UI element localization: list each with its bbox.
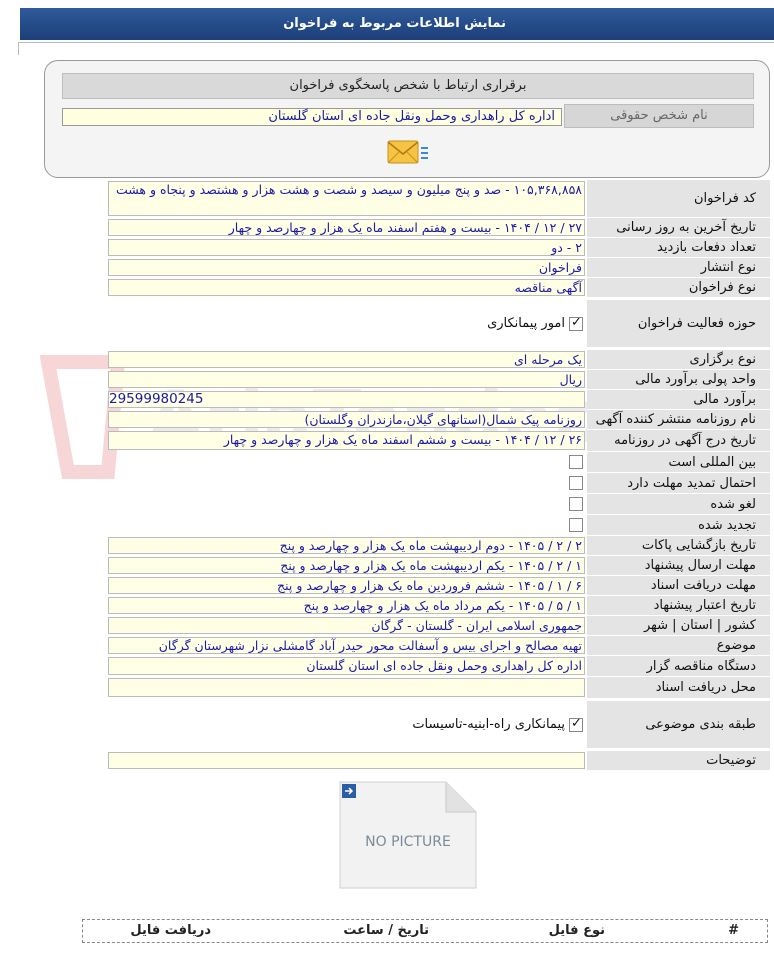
col-number: # (728, 923, 739, 938)
field-value (108, 752, 585, 769)
field-validity-date (108, 596, 770, 616)
field-currency (108, 370, 770, 390)
cancelled-checkbox[interactable] (569, 497, 583, 511)
field-holding-type (108, 350, 770, 370)
col-file-type: نوع فایل (548, 923, 605, 938)
field-label: حوزه فعالیت فراخوان (587, 300, 770, 348)
field-value: 29599980245 (108, 391, 585, 408)
field-value: آگهی مناقصه (108, 279, 585, 296)
field-label: نوع برگزاری (587, 350, 770, 370)
field-label: موضوع (587, 636, 770, 656)
no-picture-text: NO PICTURE (365, 834, 451, 850)
field-last-update (108, 218, 770, 238)
field-subject (108, 636, 770, 656)
field-label: تاریخ اعتبار پیشنهاد (587, 596, 770, 616)
field-category (108, 701, 770, 749)
contact-heading: برقراری ارتباط با شخص پاسخگوی فراخوان (62, 73, 754, 99)
international-checkbox[interactable] (569, 455, 583, 469)
field-value: ۲۶ / ۱۲ / ۱۴۰۴ - بیست و ششم اسفند ماه یک هزار و چهارصد و چهار (108, 431, 585, 450)
field-submit-deadline (108, 556, 770, 576)
field-label: نام روزنامه منتشر کننده آگهی (587, 410, 770, 430)
field-value: ۱ / ۲ / ۱۴۰۵ - یکم اردیبهشت ماه یک هزار و چهارصد و پنج (108, 557, 585, 574)
field-value: یک مرحله ای (108, 351, 585, 368)
field-docs-deadline (108, 576, 770, 596)
field-value: ۲ / ۲ / ۱۴۰۵ - دوم اردیبهشت ماه یک هزار و چهارصد و پنج (108, 537, 585, 554)
field-newspaper (108, 410, 770, 430)
field-label: احتمال تمدید مهلت دارد (587, 473, 770, 494)
field-label: تعداد دفعات بازدید (587, 238, 770, 258)
field-value: ۶ / ۱ / ۱۴۰۵ - ششم فروردین ماه یک هزار و چهارصد و پنج (108, 577, 585, 594)
field-label: کشور | استان | شهر (587, 616, 770, 636)
field-value: ریال (108, 371, 585, 388)
field-renewed (108, 515, 770, 536)
field-estimate (108, 390, 770, 410)
files-table-header (82, 919, 768, 943)
category-checkbox[interactable] (569, 718, 583, 732)
person-type-label: نام شخص حقوقی (564, 104, 754, 128)
person-name-value: اداره کل راهداری وحمل ونقل جاده ای استان گلستان (62, 108, 562, 126)
field-tender-type (108, 278, 770, 298)
extension-checkbox[interactable] (569, 476, 583, 490)
field-extension (108, 473, 770, 494)
no-picture-image (338, 780, 480, 890)
field-newspaper-date (108, 430, 770, 452)
field-tender-code (108, 180, 770, 218)
field-value: ۱ / ۵ / ۱۴۰۵ - یکم مرداد ماه یک هزار و چهارصد و پنج (108, 597, 585, 614)
field-value: ۲ - دو (108, 239, 585, 256)
field-opening-date (108, 536, 770, 556)
field-label: طبقه بندی موضوعی (587, 701, 770, 749)
field-value: ۲۷ / ۱۲ / ۱۴۰۴ - بیست و هفتم اسفند ماه یک هزار و چهارصد و چهار (108, 219, 585, 236)
field-label: لغو شده (587, 494, 770, 515)
content-frame (18, 42, 774, 55)
field-value (108, 678, 585, 697)
field-location (108, 616, 770, 636)
field-value: جمهوری اسلامی ایران - گلستان - گرگان (108, 617, 585, 634)
field-label: تاریخ بازگشایی پاکات (587, 536, 770, 556)
field-label: دستگاه مناقصه گزار (587, 656, 770, 677)
page-title: نمایش اطلاعات مربوط به فراخوان (20, 8, 774, 40)
field-label: نوع انتشار (587, 258, 770, 278)
field-label: برآورد مالی (587, 390, 770, 410)
activity-checkbox-label: امور پیمانکاری (487, 316, 565, 331)
field-label: مهلت ارسال پیشنهاد (587, 556, 770, 576)
field-label: کد فراخوان (587, 180, 770, 218)
field-value: روزنامه پیک شمال(استانهای گیلان،مازندران وگلستان) (108, 411, 585, 428)
field-label: تجدید شده (587, 515, 770, 536)
field-label: تاریخ درج آگهی در روزنامه (587, 430, 770, 452)
field-label: نوع فراخوان (587, 278, 770, 298)
field-value: تهیه مصالح و اجرای بیس و آسفالت محور حیدر آباد گامشلی نزار شهرستان گرگان (108, 637, 585, 654)
field-value: فراخوان (108, 259, 585, 276)
field-international (108, 452, 770, 473)
field-label: مهلت دریافت اسناد (587, 576, 770, 596)
category-checkbox-label: پیمانکاری راه-ابنیه-تاسیسات (412, 717, 565, 732)
field-value: ۱۰۵,۳۶۸,۸۵۸ - صد و پنج میلیون و سیصد و شصت و هشت هزار و هشتصد و پنجاه و هشت (108, 181, 585, 216)
field-label: بین المللی است (587, 452, 770, 473)
field-label: محل دریافت اسناد (587, 677, 770, 699)
field-publish-type (108, 258, 770, 278)
field-label: توضیحات (587, 751, 770, 771)
field-docs-location (108, 677, 770, 699)
field-value: اداره کل راهداری وحمل ونقل جاده ای استان گلستان (108, 657, 585, 675)
field-label: تاریخ آخرین به روز رسانی (587, 218, 770, 238)
field-description (108, 751, 770, 771)
field-cancelled (108, 494, 770, 515)
field-organizer (108, 656, 770, 677)
envelope-icon[interactable] (386, 138, 430, 168)
field-activity-area (108, 300, 770, 348)
renewed-checkbox[interactable] (569, 518, 583, 532)
col-date-time: تاریخ / ساعت (343, 923, 429, 938)
col-download: دریافت فایل (130, 923, 211, 938)
field-view-count (108, 238, 770, 258)
activity-checkbox[interactable] (569, 317, 583, 331)
field-label: واحد پولی برآورد مالی (587, 370, 770, 390)
